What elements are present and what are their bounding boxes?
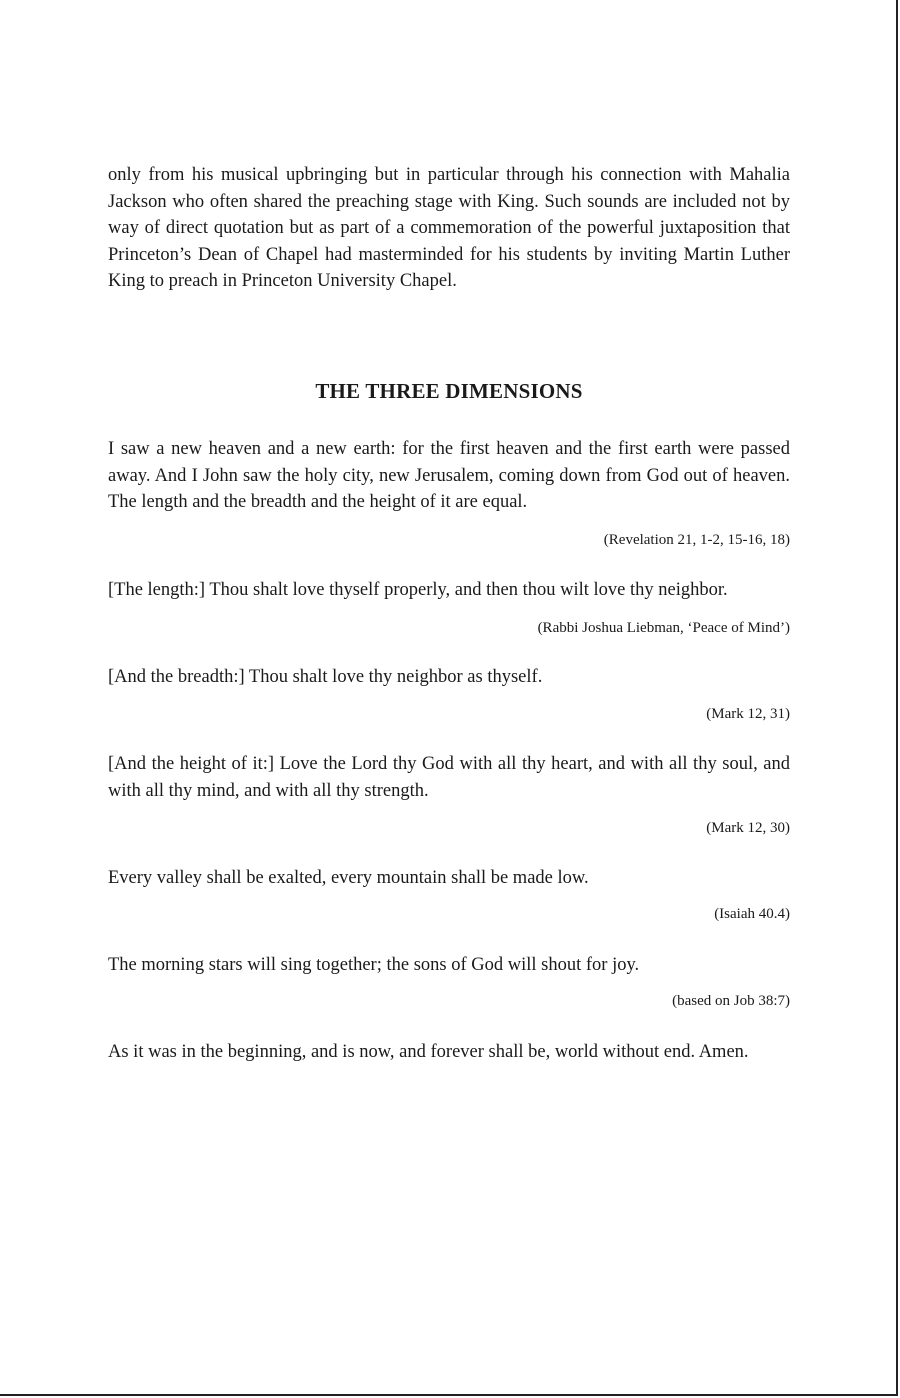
passage-citation: (based on Job 38:7) [672,993,790,1009]
passage-7 [108,1039,790,1066]
passage-3 [108,664,790,691]
passage-text: Every valley shall be exalted, every mountain shall be made low. [108,868,589,888]
passage-text: As it was in the beginning, and is now, and forever shall be, world without end. Amen. [108,1042,749,1062]
passage-text: [And the height of it:] Love the Lord thy God with all thy heart, and with all thy soul, and with all thy mind, and with all thy strength. [108,754,790,801]
passage-text: The morning stars will sing together; the sons of God will shout for joy. [108,955,640,975]
passage-1 [108,436,790,516]
passage-text: [And the breadth:] Thou shalt love thy neighbor as thyself. [108,667,543,687]
passage-2 [108,577,790,604]
passage-citation: (Isaiah 40.4) [714,906,790,922]
passage-citation: (Revelation 21, 1-2, 15-16, 18) [603,532,790,548]
intro-block [108,162,790,295]
passage-citation: (Mark 12, 30) [706,820,790,836]
passage-text: I saw a new heaven and a new earth: for the first heaven and the first earth were passed away. And I John saw the holy city, new Jerusalem, coming down from God out of heaven. The length and the breadth and the height of it are equal. [108,439,790,512]
passage-5 [108,865,790,892]
passage-4 [108,751,790,804]
passage-text: [The length:] Thou shalt love thyself properly, and then thou wilt love thy neighbor. [108,580,728,600]
passage-6 [108,952,790,979]
passage-citation: (Mark 12, 31) [706,706,790,722]
section-title: THE THREE DIMENSIONS [315,379,583,403]
intro-paragraph: only from his musical upbringing but in particular through his connection with Mahalia Jackson who often shared the preaching stage with King. Such sounds are included not by way of direct quotation but as part of a commemoration of the powerful juxtaposition that Princeton’s Dean of Chapel had masterminded for his students by inviting Martin Luther King to preach in Princeton University Chapel. [108,165,790,291]
passage-citation: (Rabbi Joshua Liebman, ‘Peace of Mind’) [537,620,790,636]
